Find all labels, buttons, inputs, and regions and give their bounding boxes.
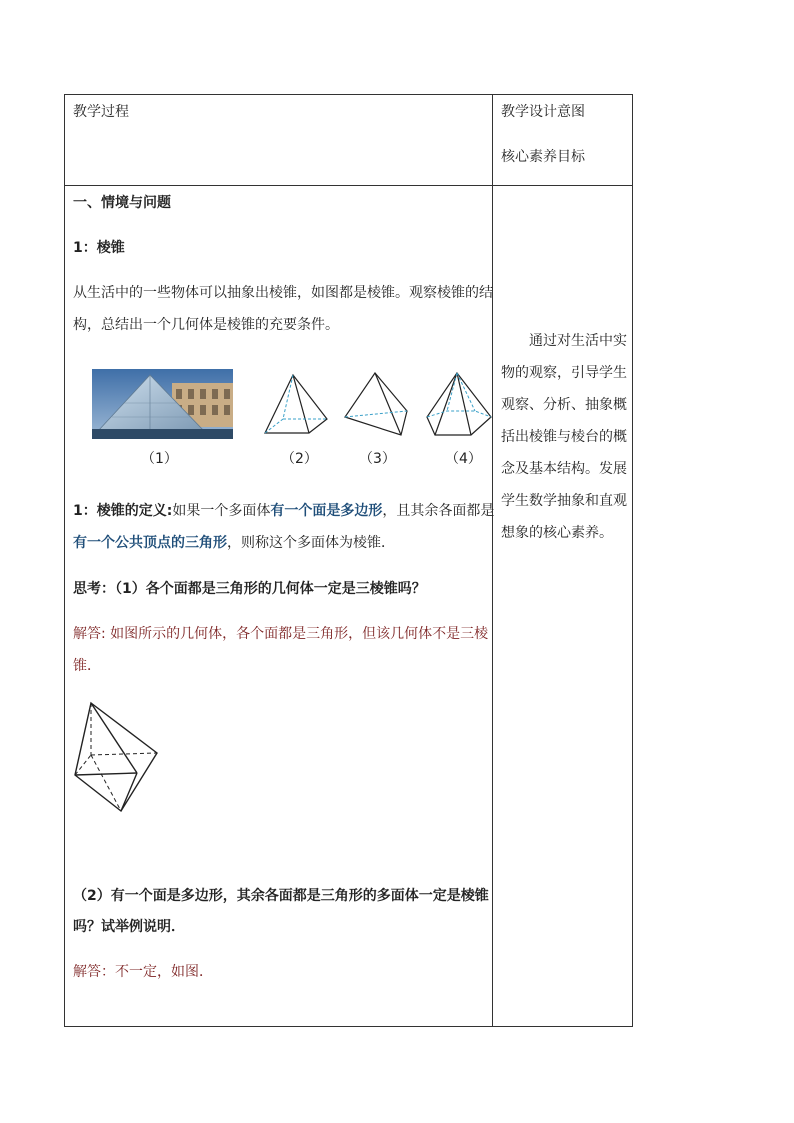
double-pyramid-figure <box>71 699 161 815</box>
definition-highlight-2: 有一个公共顶点的三角形 <box>73 535 227 551</box>
definition-text-3: ，则称这个多面体为棱锥． <box>227 535 395 551</box>
think-question-1: 思考：（1）各个面都是三角形的几何体一定是三棱锥吗？ <box>73 581 426 597</box>
louvre-pyramid-photo <box>92 369 233 439</box>
figure-label-4: （4） <box>445 451 482 467</box>
definition-highlight-1: 有一个面是多边形 <box>270 503 383 519</box>
pentagonal-pyramid-figure <box>425 371 493 441</box>
definition-line-1 <box>73 501 494 521</box>
intro-line-2: 构，总结出一个几何体是棱锥的充要条件。 <box>73 317 339 333</box>
answer-2: 解答：不一定，如图． <box>73 964 213 980</box>
answer-1-line-1: 解答: 如图所示的几何体，各个面都是三角形，但该几何体不是三棱 <box>73 626 489 642</box>
figure-label-1: （1） <box>141 451 178 467</box>
header-design-intent: 教学设计意图 <box>501 104 585 120</box>
header-core-literacy: 核心素养目标 <box>501 149 585 165</box>
think-question-2-line-2: 吗？试举例说明． <box>73 919 185 935</box>
think-question-2-line-1: （2）有一个面是多边形，其余各面都是三角形的多面体一定是棱锥 <box>73 888 489 904</box>
definition-text-2: ，且其余各面都是 <box>382 503 495 519</box>
column-divider <box>492 95 493 1026</box>
figure-label-2: （2） <box>281 451 318 467</box>
definition-prefix: 1：棱锥的定义: <box>73 503 173 519</box>
square-pyramid-figure <box>261 373 331 439</box>
definition-line-2 <box>73 533 395 553</box>
design-intent-note: 通过对生活中实物的观察，引导学生观察、分析、抽象概括出棱锥与棱台的概念及基本结构。发展学生数学抽象和直观想象的核心素养。 <box>501 333 627 541</box>
header-teaching-process: 教学过程 <box>73 104 129 120</box>
definition-text-1: 如果一个多面体 <box>172 503 271 519</box>
answer-1-line-2: 锥． <box>73 658 101 674</box>
subsection-title: 1：棱锥 <box>73 240 125 256</box>
intro-line-1: 从生活中的一些物体可以抽象出棱锥，如图都是棱锥。观察棱锥的结 <box>73 285 493 301</box>
header-divider <box>65 185 632 186</box>
triangular-pyramid-figure <box>341 371 411 441</box>
lesson-table <box>64 94 633 1027</box>
figure-label-3: （3） <box>359 451 396 467</box>
section-title: 一、情境与问题 <box>73 195 171 211</box>
